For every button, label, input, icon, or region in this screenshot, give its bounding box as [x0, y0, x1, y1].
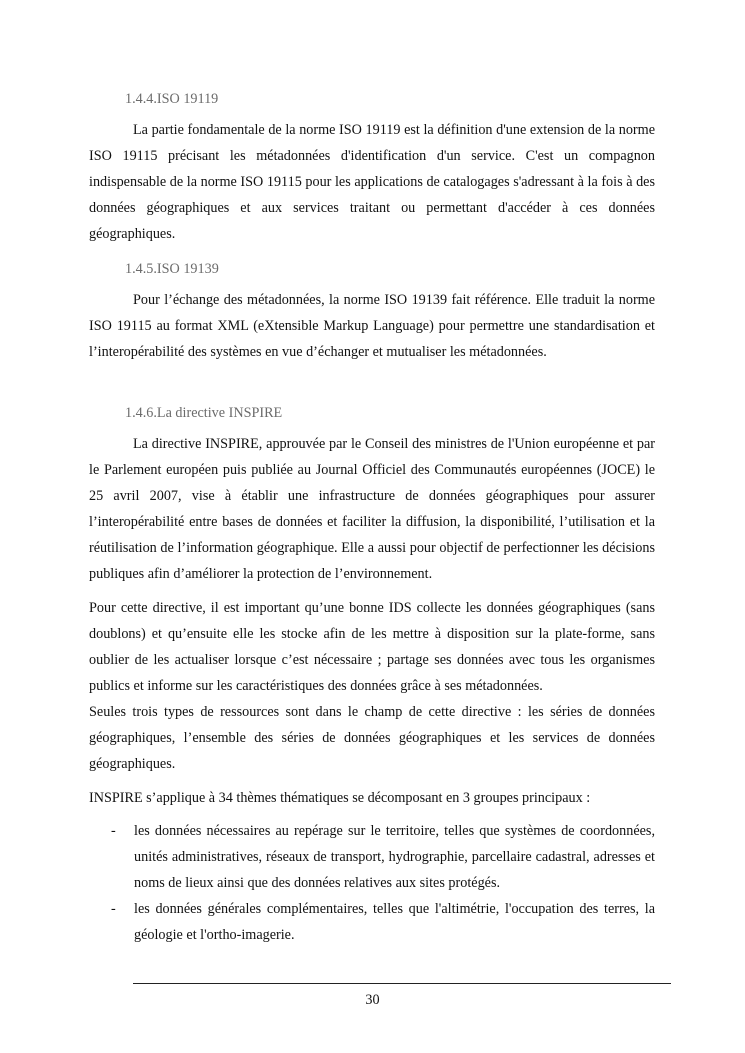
paragraph-iso-19139: Pour l’échange des métadonnées, la norme ISO 19139 fait référence. Elle traduit la norme ISO 19115 au format XML (eXtensible Markup Language) pour permettre une standardisation et l’interopérabilité des systèmes en vue d’échanger et mutualiser les métadonnées. — [89, 292, 655, 360]
footer-divider — [133, 983, 671, 984]
section-heading-inspire: 1.4.6.La directive INSPIRE — [125, 405, 283, 421]
theme-groups-list — [89, 818, 655, 948]
list-item — [89, 818, 655, 896]
paragraph-resource-types: Seules trois types de ressources sont dans le champ de cette directive : les séries de données géographiques, l’ensemble des séries de données géographiques et les services de données géographiques. — [89, 704, 655, 772]
section-heading-iso-19119: 1.4.4.ISO 19119 — [125, 91, 219, 107]
list-bullet: - — [111, 901, 116, 917]
section-heading-iso-19139: 1.4.5.ISO 19139 — [125, 261, 219, 277]
paragraph-iso-19119: La partie fondamentale de la norme ISO 19119 est la définition d'une extension de la norme ISO 19115 précisant les métadonnées d'identification d'un service. C'est un compagnon indispensable de la norme ISO 19115 pour les applications de catalogages s'adressant à la fois à des données géographiques et aux services traitant ou permettant d'accéder à ces données géographiques. — [89, 122, 655, 242]
paragraph-ids-requirements: Pour cette directive, il est important qu’une bonne IDS collecte les données géographiques (sans doublons) et qu’ensuite elle les stocke afin de les mettre à disposition sur la plate-forme, sans oublier de les actualiser lorsque c’est nécessaire ; partage ses données avec tous les organismes publics et informe sur les caractéristiques des données grâce à ses métadonnées. — [89, 600, 655, 694]
list-item-text: les données nécessaires au repérage sur le territoire, telles que systèmes de coordonnées, unités administratives, réseaux de transport, hydrographie, parcellaire cadastral, adresses et noms de lieux ainsi que des données relatives aux sites protégés. — [134, 823, 655, 891]
paragraph-themes-intro: INSPIRE s’applique à 34 thèmes thématiques se décomposant en 3 groupes principaux : — [89, 790, 591, 806]
paragraph-inspire-intro: La directive INSPIRE, approuvée par le Conseil des ministres de l'Union européenne et par le Parlement européen puis publiée au Journal Officiel des Communautés européennes (JOCE) le 25 avril 2007, vise à établir une infrastructure de données géographiques pour assurer l’interopérabilité entre bases de données et faciliter la diffusion, la disponibilité, l’utilisation et la réutilisation de l’information géographique. Elle a aussi pour objectif de perfectionner les décisions publiques afin d’améliorer la protection de l’environnement. — [89, 436, 655, 582]
list-item — [89, 896, 655, 948]
list-item-text: les données générales complémentaires, telles que l'altimétrie, l'occupation des terres, la géologie et l'ortho-imagerie. — [134, 901, 655, 943]
page-number: 30 — [365, 992, 380, 1008]
list-bullet: - — [111, 823, 116, 839]
